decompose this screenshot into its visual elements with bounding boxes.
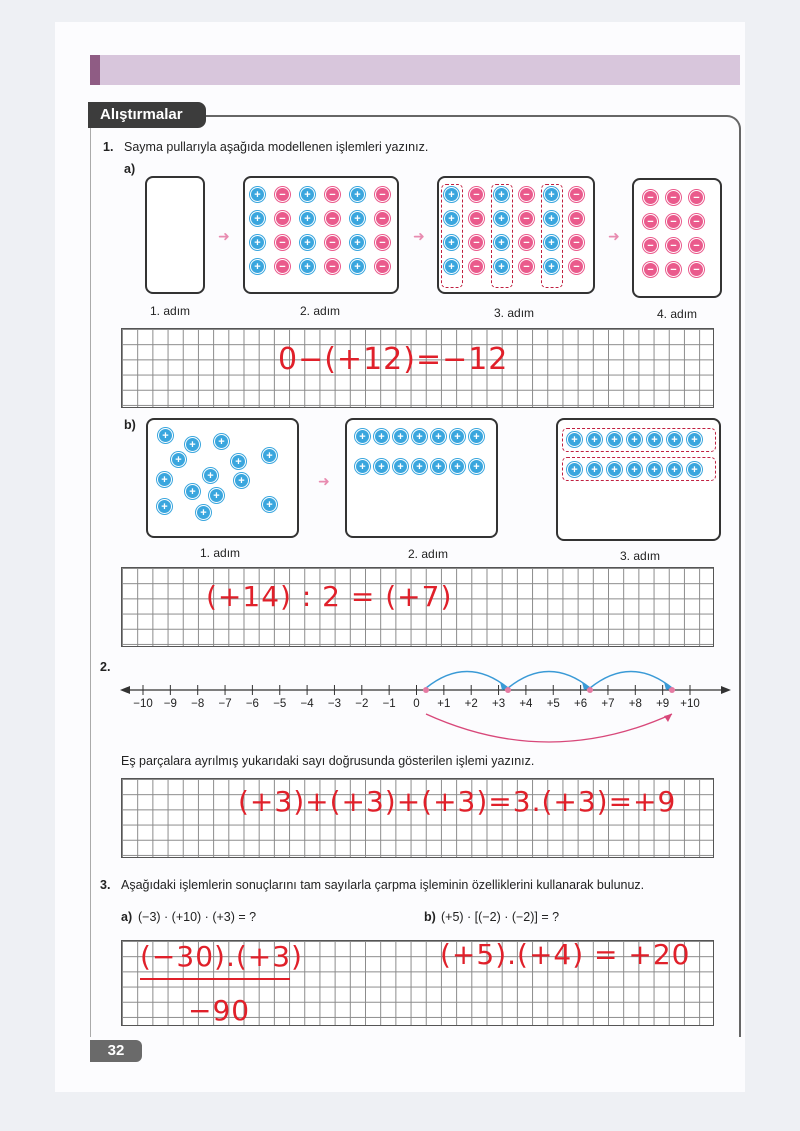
q1b-label: b)	[124, 418, 136, 432]
negative-chip-icon: −	[689, 190, 704, 205]
positive-chip-icon: +	[250, 235, 265, 250]
positive-chip-icon: +	[234, 473, 249, 488]
negative-chip-icon: −	[469, 235, 484, 250]
number-line-tick-label: +7	[601, 698, 615, 710]
positive-chip-icon: +	[374, 459, 389, 474]
positive-chip-icon: +	[444, 235, 459, 250]
q1a-handwritten-answer: 0−(+12)=−12	[278, 342, 509, 377]
number-line-tick-label: +5	[546, 698, 560, 710]
positive-chip-icon: +	[350, 235, 365, 250]
positive-chip-icon: +	[171, 452, 186, 467]
q1a-step2-label: 2. adım	[300, 304, 341, 318]
negative-chip-icon: −	[689, 238, 704, 253]
negative-chip-icon: −	[325, 187, 340, 202]
positive-chip-icon: +	[469, 459, 484, 474]
number-line-tick-label: −1	[382, 698, 396, 710]
positive-chip-icon: +	[607, 462, 622, 477]
number-line-tick-label: +4	[519, 698, 533, 710]
positive-chip-icon: +	[450, 459, 465, 474]
positive-chip-icon: +	[444, 187, 459, 202]
positive-chip-icon: +	[647, 432, 662, 447]
number-line-tick-label: +8	[628, 698, 642, 710]
positive-chip-icon: +	[494, 211, 509, 226]
q3a-expression: (−3) · (+10) · (+3) = ?	[138, 910, 257, 924]
positive-chip-icon: +	[196, 505, 211, 520]
negative-chip-icon: −	[643, 262, 658, 277]
q3b-handwritten-answer: (+5).(+4) = +20	[440, 938, 691, 971]
number-line-tick-label: −8	[191, 698, 205, 710]
number-line-tick-label: −5	[273, 698, 287, 710]
positive-chip-icon: +	[250, 211, 265, 226]
positive-chip-icon: +	[300, 235, 315, 250]
q3a-label: a)	[121, 910, 133, 924]
number-line-tick-label: −6	[245, 698, 259, 710]
arrow-icon: ➜	[608, 228, 620, 244]
number-line-tick-label: −7	[218, 698, 232, 710]
negative-chip-icon: −	[666, 190, 681, 205]
negative-chip-icon: −	[375, 211, 390, 226]
q1a-step1-label: 1. adım	[150, 304, 191, 318]
number-line-tick-label: +10	[680, 698, 700, 710]
positive-chip-icon: +	[350, 211, 365, 226]
q1a-step4-label: 4. adım	[657, 307, 698, 321]
positive-chip-icon: +	[262, 497, 277, 512]
positive-chip-icon: +	[214, 434, 229, 449]
positive-chip-icon: +	[157, 499, 172, 514]
negative-chip-icon: −	[375, 259, 390, 274]
q3a-fraction-line	[140, 978, 290, 980]
number-line-tick-label: −2	[355, 698, 369, 710]
positive-chip-icon: +	[687, 462, 702, 477]
positive-chip-icon: +	[412, 429, 427, 444]
number-line-tick-label: −4	[300, 698, 314, 710]
positive-chip-icon: +	[567, 432, 582, 447]
negative-chip-icon: −	[375, 187, 390, 202]
negative-chip-icon: −	[666, 262, 681, 277]
positive-chip-icon: +	[203, 468, 218, 483]
q2-number: 2.	[100, 660, 111, 674]
positive-chip-icon: +	[250, 259, 265, 274]
positive-chip-icon: +	[185, 484, 200, 499]
negative-chip-icon: −	[569, 187, 584, 202]
negative-chip-icon: −	[569, 259, 584, 274]
negative-chip-icon: −	[666, 214, 681, 229]
positive-chip-icon: +	[444, 259, 459, 274]
negative-chip-icon: −	[469, 187, 484, 202]
negative-chip-icon: −	[375, 235, 390, 250]
arrow-icon: ➜	[218, 228, 230, 244]
positive-chip-icon: +	[158, 428, 173, 443]
positive-chip-icon: +	[567, 462, 582, 477]
section-title: Alıştırmalar	[88, 102, 206, 128]
positive-chip-icon: +	[185, 437, 200, 452]
positive-chip-icon: +	[393, 429, 408, 444]
positive-chip-icon: +	[687, 432, 702, 447]
q1b-step2-label: 2. adım	[408, 547, 449, 561]
q1a-step3-label: 3. adım	[494, 306, 535, 320]
negative-chip-icon: −	[275, 187, 290, 202]
positive-chip-icon: +	[627, 462, 642, 477]
q3-number: 3.	[100, 878, 111, 892]
number-line-tick-label: −9	[163, 698, 177, 710]
negative-chip-icon: −	[569, 211, 584, 226]
q1-prompt: Sayma pullarıyla aşağıda modellenen işlemleri yazınız.	[124, 140, 429, 154]
arrow-icon: ➜	[413, 228, 425, 244]
positive-chip-icon: +	[300, 259, 315, 274]
positive-chip-icon: +	[469, 429, 484, 444]
q3a-handwritten-result: −90	[188, 994, 251, 1027]
positive-chip-icon: +	[393, 459, 408, 474]
number-line-tick-label: −3	[327, 698, 341, 710]
positive-chip-icon: +	[374, 429, 389, 444]
positive-chip-icon: +	[350, 259, 365, 274]
positive-chip-icon: +	[300, 187, 315, 202]
negative-chip-icon: −	[275, 259, 290, 274]
positive-chip-icon: +	[667, 432, 682, 447]
positive-chip-icon: +	[544, 235, 559, 250]
positive-chip-icon: +	[250, 187, 265, 202]
positive-chip-icon: +	[667, 462, 682, 477]
negative-chip-icon: −	[519, 187, 534, 202]
positive-chip-icon: +	[450, 429, 465, 444]
positive-chip-icon: +	[587, 462, 602, 477]
positive-chip-icon: +	[607, 432, 622, 447]
number-line-tick-label: +6	[574, 698, 588, 710]
positive-chip-icon: +	[587, 432, 602, 447]
positive-chip-icon: +	[431, 459, 446, 474]
q1a-label: a)	[124, 162, 136, 176]
positive-chip-icon: +	[350, 187, 365, 202]
arrow-icon: ➜	[318, 473, 330, 489]
positive-chip-icon: +	[209, 488, 224, 503]
number-line-tick-label: 0	[413, 698, 420, 710]
positive-chip-icon: +	[544, 211, 559, 226]
negative-chip-icon: −	[469, 259, 484, 274]
negative-chip-icon: −	[275, 211, 290, 226]
negative-chip-icon: −	[325, 211, 340, 226]
positive-chip-icon: +	[231, 454, 246, 469]
negative-chip-icon: −	[325, 259, 340, 274]
positive-chip-icon: +	[627, 432, 642, 447]
negative-chip-icon: −	[643, 238, 658, 253]
negative-chip-icon: −	[666, 238, 681, 253]
q3a-handwritten-step: (−30).(+3)	[140, 940, 303, 973]
negative-chip-icon: −	[519, 235, 534, 250]
positive-chip-icon: +	[431, 429, 446, 444]
negative-chip-icon: −	[275, 235, 290, 250]
q2-prompt: Eş parçalara ayrılmış yukarıdaki sayı doğrusunda gösterilen işlemi yazınız.	[121, 754, 535, 768]
positive-chip-icon: +	[300, 211, 315, 226]
negative-chip-icon: −	[643, 214, 658, 229]
q1b-step3-label: 3. adım	[620, 549, 661, 563]
q3b-label: b)	[424, 910, 436, 924]
negative-chip-icon: −	[569, 235, 584, 250]
q1b-handwritten-answer: (+14) : 2 = (+7)	[206, 580, 453, 613]
negative-chip-icon: −	[469, 211, 484, 226]
q3b-expression: (+5) · [(−2) · (−2)] = ?	[441, 910, 560, 924]
positive-chip-icon: +	[494, 235, 509, 250]
positive-chip-icon: +	[412, 459, 427, 474]
number-line-tick-label: −10	[133, 698, 153, 710]
q2-handwritten-answer: (+3)+(+3)+(+3)=3.(+3)=+9	[238, 785, 677, 818]
number-line-tick-label: +2	[464, 698, 478, 710]
q3-prompt: Aşağıdaki işlemlerin sonuçlarını tam sayılarla çarpma işleminin özelliklerini kullanarak bulunuz.	[121, 878, 645, 892]
positive-chip-icon: +	[494, 187, 509, 202]
q1-number: 1.	[103, 140, 114, 154]
negative-chip-icon: −	[519, 211, 534, 226]
positive-chip-icon: +	[444, 211, 459, 226]
positive-chip-icon: +	[544, 187, 559, 202]
positive-chip-icon: +	[544, 259, 559, 274]
negative-chip-icon: −	[643, 190, 658, 205]
negative-chip-icon: −	[325, 235, 340, 250]
number-line-tick-label: +9	[656, 698, 670, 710]
q1b-step1-label: 1. adım	[200, 546, 241, 560]
positive-chip-icon: +	[647, 462, 662, 477]
number-line-tick-label: +1	[437, 698, 451, 710]
negative-chip-icon: −	[689, 262, 704, 277]
positive-chip-icon: +	[355, 429, 370, 444]
positive-chip-icon: +	[355, 459, 370, 474]
positive-chip-icon: +	[157, 472, 172, 487]
page-number: 32	[90, 1040, 142, 1062]
positive-chip-icon: +	[494, 259, 509, 274]
negative-chip-icon: −	[519, 259, 534, 274]
negative-chip-icon: −	[689, 214, 704, 229]
number-line-tick-label: +3	[491, 698, 506, 710]
positive-chip-icon: +	[262, 448, 277, 463]
